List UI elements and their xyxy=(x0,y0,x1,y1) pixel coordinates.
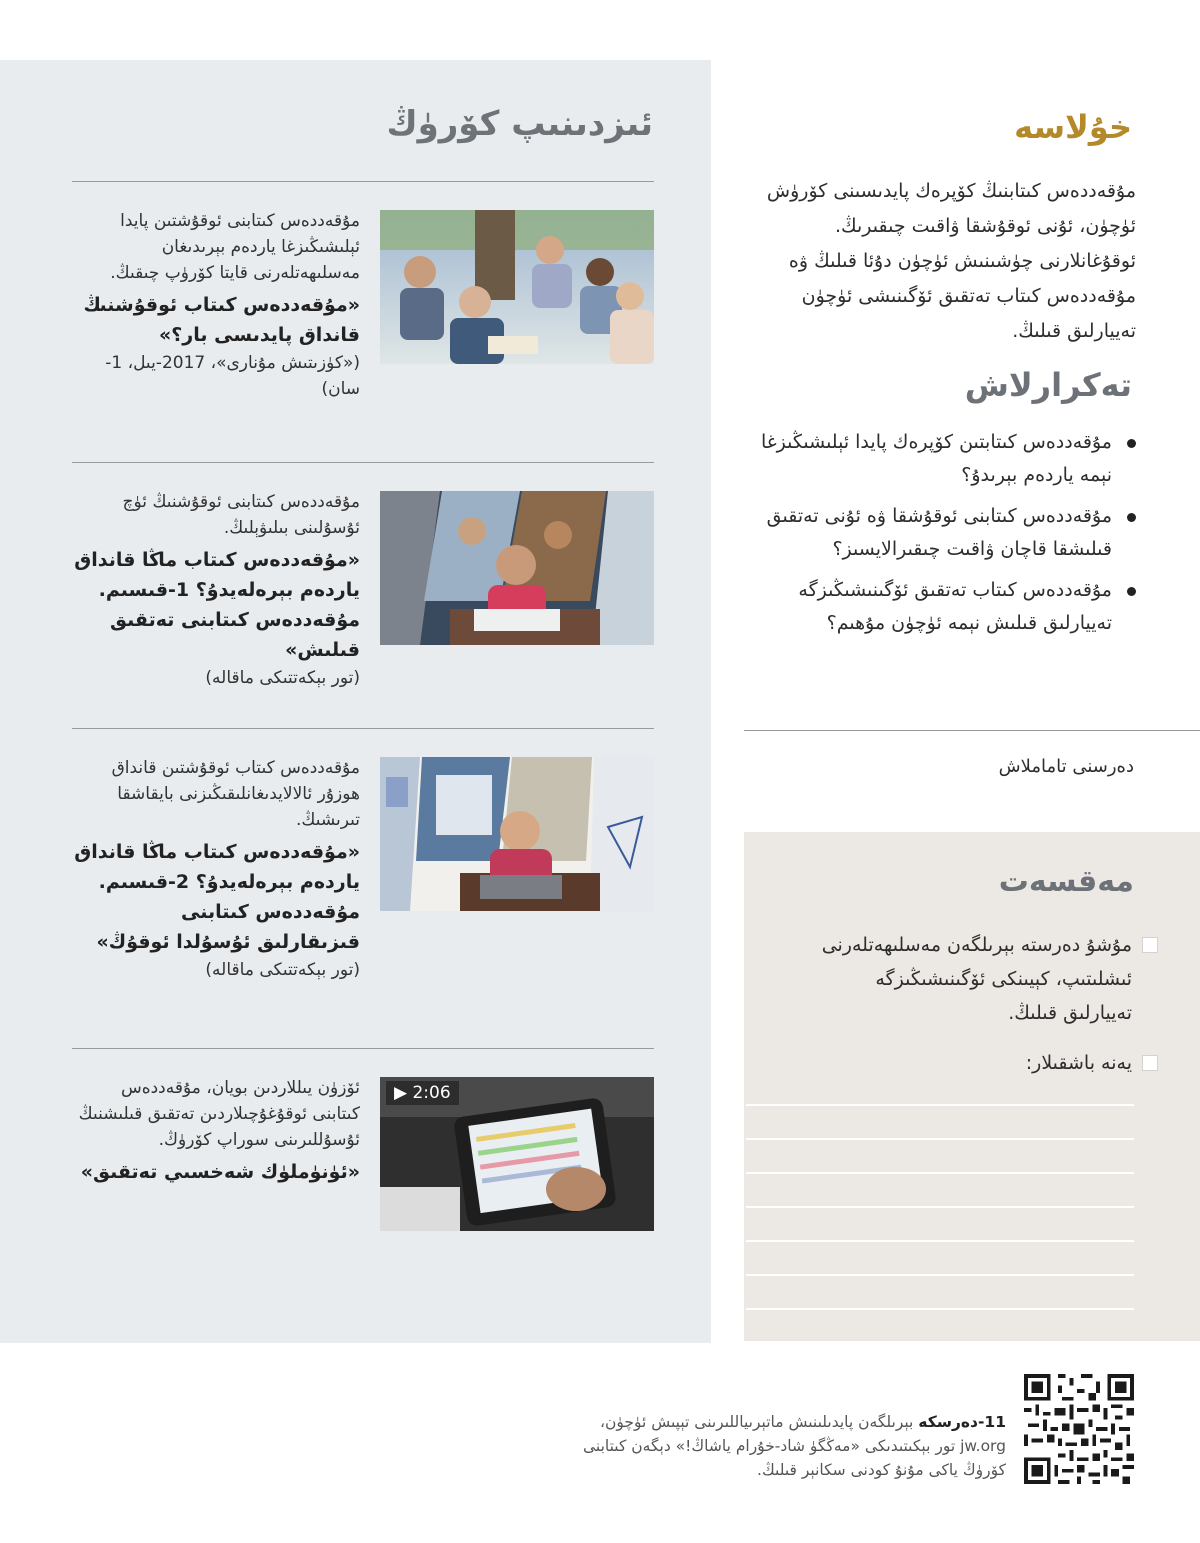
goal-write-line[interactable] xyxy=(746,1172,1134,1174)
explore-item-4-title[interactable]: «ئۈنۈملۈك شەخسىي تەتقىق» xyxy=(80,1161,360,1183)
goal-item-1-text: مۇشۇ دەرستە بېرىلگەن مەسلىھەتلەرنى ئىشلىتىپ، كېيىنكى ئۆگىنىشىڭىزگە تەييارلىق قىلىڭ. xyxy=(821,934,1132,1024)
explore-item-4[interactable] xyxy=(72,1048,654,1248)
goal-checkbox-1[interactable] xyxy=(1142,937,1158,953)
explore-item-1-source: («كۈزىتىش مۇنارى»، 2017-يىل، 1-سان) xyxy=(105,353,360,399)
goal-write-line[interactable] xyxy=(746,1138,1134,1140)
explore-item-1-desc: مۇقەددەس كىتابنى ئوقۇشتىن پايدا ئېلىشىڭىزغا ياردەم بېرىدىغان مەسلىھەتلەرنى قايتا كۆرۈپ چىقىڭ. xyxy=(110,211,360,283)
explore-item-1[interactable] xyxy=(72,181,654,463)
explore-item-3-image[interactable] xyxy=(380,757,654,911)
review-title: تەكرارلاش xyxy=(964,366,1132,404)
explore-item-1-title[interactable]: «مۇقەددەس كىتاب ئوقۇشنىڭ قانداق پايدىسى بار؟» xyxy=(83,294,360,346)
goal-write-line[interactable] xyxy=(746,1104,1134,1106)
review-question-3: مۇقەددەس كىتاب تەتقىق ئۆگىنىشىڭىزگە تەييارلىق قىلىش نېمە ئۈچۈن مۇھىم؟ xyxy=(744,574,1116,640)
goal-panel xyxy=(744,832,1200,1341)
goal-write-line[interactable] xyxy=(746,1240,1134,1242)
goal-item-1 xyxy=(802,928,1132,1030)
goal-item-2 xyxy=(802,1046,1132,1080)
explore-item-3-text xyxy=(72,755,360,983)
review-question-1: مۇقەددەس كىتابتىن كۆپرەك پايدا ئېلىشىڭىزغا نېمە ياردەم بېرىدۇ؟ xyxy=(744,426,1116,492)
explore-item-3-source: (تور بېكەتتىكى ماقالە) xyxy=(205,960,360,980)
explore-item-2-image[interactable] xyxy=(380,491,654,645)
explore-panel xyxy=(0,60,711,1343)
lesson-completed-label: دەرسنى تاماملاش xyxy=(998,756,1134,777)
goal-title: مەقسەت xyxy=(998,864,1134,899)
explore-item-3-desc: مۇقەددەس كىتاب ئوقۇشتىن قانداق ھوزۇر ئالالايدىغانلىقىڭىزنى بايقاشقا تىرىشىڭ. xyxy=(111,758,360,830)
goal-write-line[interactable] xyxy=(746,1274,1134,1276)
goal-item-2-text: يەنە باشقىلار: xyxy=(1025,1052,1132,1074)
review-question-2: مۇقەددەس كىتابنى ئوقۇشقا ۋە ئۇنى تەتقىق قىلىشقا قاچان ۋاقىت چىقىرالايسىز؟ xyxy=(744,500,1116,566)
explore-item-1-image[interactable] xyxy=(380,210,654,364)
explore-item-2-source: (تور بېكەتتىكى ماقالە) xyxy=(205,668,360,688)
qr-code-icon[interactable] xyxy=(1024,1374,1134,1484)
explore-item-4-video[interactable] xyxy=(380,1077,654,1231)
footer-note-text: بېرىلگەن پايدىلىنىش ماتېرىياللىرىنى تېپىش ئۈچۈن، jw.org تور بېكىتىدىكى «مەڭگۈ شاد-خۇرام ياشاڭ!» دېگەن كىتابنى كۆرۈڭ ياكى مۇنۇ كودنى سكانېر قىلىڭ. xyxy=(582,1413,1006,1479)
explore-item-4-text xyxy=(72,1075,360,1187)
summary-body: مۇقەددەس كىتابنىڭ كۆپرەك پايدىسىنى كۆرۈش ئۈچۈن، ئۇنى ئوقۇشقا ۋاقىت چىقىرىڭ. ئوقۇغانلارنى چۈشىنىش ئۈچۈن دۇئا قىلىڭ ۋە مۇقەددەس كىتاب تەتقىق ئۆگىنىشى ئۈچۈن تەييارلىق قىلىڭ. xyxy=(766,180,1136,342)
explore-item-2-title[interactable]: «مۇقەددەس كىتاب ماڭا قانداق ياردەم بېرەلەيدۇ؟ 1-قىسىم. مۇقەددەس كىتابنى تەتقىق قىلىش» xyxy=(74,549,360,661)
section-divider xyxy=(744,730,1200,731)
explore-item-4-desc: ئۆزۈن يىللاردىن بويان، مۇقەددەس كىتابنى ئوقۇغۇچىلاردىن تەتقىق قىلىشنىڭ ئۇسۇللىرىنى سوراپ كۆرۈڭ. xyxy=(78,1078,360,1150)
summary-title: خۇلاسە xyxy=(1014,108,1132,146)
goal-write-line[interactable] xyxy=(746,1206,1134,1208)
video-duration-badge: ▶ 2:06 xyxy=(386,1081,459,1105)
explore-item-3[interactable] xyxy=(72,728,654,1048)
goal-write-line[interactable] xyxy=(746,1308,1134,1310)
explore-item-2[interactable] xyxy=(72,462,654,728)
goal-checkbox-2[interactable] xyxy=(1142,1055,1158,1071)
explore-item-2-desc: مۇقەددەس كىتابنى ئوقۇشنىڭ ئۈچ ئۇسۇلىنى بىلىۋېلىڭ. xyxy=(122,492,360,538)
explore-item-2-text xyxy=(72,489,360,691)
footer-note xyxy=(556,1410,1006,1482)
footer-lesson-label: 11-دەرسكە xyxy=(918,1413,1006,1431)
explore-item-3-title[interactable]: «مۇقەددەس كىتاب ماڭا قانداق ياردەم بېرەلەيدۇ؟ 2-قىسىم. مۇقەددەس كىتابنى قىزىقارلىق ئۇسۇلدا ئوقۇڭ» xyxy=(74,841,360,953)
review-list xyxy=(744,426,1116,648)
explore-title: ئىزدىنىپ كۆرۈڭ xyxy=(386,104,653,144)
explore-item-1-text xyxy=(72,208,360,402)
